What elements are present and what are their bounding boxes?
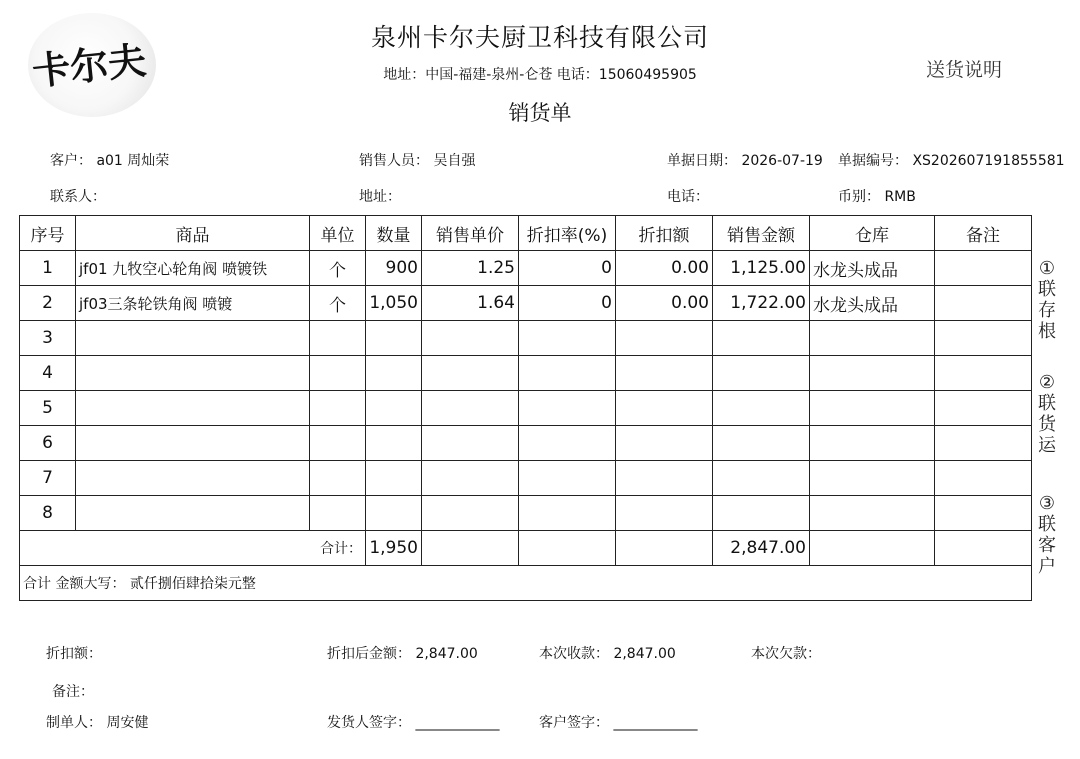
row-product <box>76 321 310 356</box>
row-index: 4 <box>20 356 76 391</box>
row-warehouse <box>810 356 935 391</box>
row-quantity <box>366 461 422 496</box>
amount-in-words-row <box>20 566 1032 601</box>
row-warehouse <box>810 391 935 426</box>
row-discount-rate <box>519 321 616 356</box>
row-sales-amount: 1,722.00 <box>713 286 810 321</box>
table-header-row <box>20 216 1032 251</box>
header-product: 商品 <box>76 216 310 251</box>
total-empty-cell <box>519 531 616 566</box>
row-quantity: 900 <box>366 251 422 286</box>
row-unit-price <box>422 356 519 391</box>
footer-shipper-signature: 发货人签字： ____________ <box>327 715 500 731</box>
footer-remarks: 备注： <box>52 684 94 700</box>
row-remarks <box>935 461 1032 496</box>
row-sales-amount <box>713 496 810 531</box>
row-quantity <box>366 356 422 391</box>
row-unit <box>310 426 366 461</box>
row-unit <box>310 391 366 426</box>
row-warehouse <box>810 461 935 496</box>
row-unit <box>310 321 366 356</box>
row-remarks <box>935 496 1032 531</box>
amount-in-words: 合计 金额大写： 贰仟捌佰肆拾柒元整 <box>20 566 1032 601</box>
row-discount-amount <box>616 321 713 356</box>
row-remarks <box>935 356 1032 391</box>
row-discount-rate <box>519 461 616 496</box>
header-sales-amount: 销售金额 <box>713 216 810 251</box>
row-index: 2 <box>20 286 76 321</box>
row-sales-amount <box>713 426 810 461</box>
footer-discount: 折扣额： <box>46 646 102 662</box>
side-note-shipping: ②联货运 <box>1038 372 1056 456</box>
row-product <box>76 391 310 426</box>
row-warehouse <box>810 426 935 461</box>
row-index: 6 <box>20 426 76 461</box>
row-sales-amount <box>713 391 810 426</box>
row-unit-price <box>422 391 519 426</box>
row-product <box>76 461 310 496</box>
row-warehouse <box>810 496 935 531</box>
row-discount-amount <box>616 426 713 461</box>
row-remarks <box>935 426 1032 461</box>
table-row <box>20 426 1032 461</box>
header-discount-rate: 折扣率(%) <box>519 216 616 251</box>
row-remarks <box>935 251 1032 286</box>
row-quantity: 1,050 <box>366 286 422 321</box>
total-label: 合计： <box>20 531 366 566</box>
row-unit-price: 1.64 <box>422 286 519 321</box>
table-row <box>20 321 1032 356</box>
row-remarks <box>935 391 1032 426</box>
table-row <box>20 286 1032 321</box>
row-discount-rate <box>519 391 616 426</box>
row-discount-rate <box>519 496 616 531</box>
row-sales-amount <box>713 461 810 496</box>
row-index: 1 <box>20 251 76 286</box>
row-quantity <box>366 321 422 356</box>
row-warehouse <box>810 321 935 356</box>
side-note-customer: ③联客户 <box>1038 493 1056 577</box>
row-index: 7 <box>20 461 76 496</box>
row-index: 5 <box>20 391 76 426</box>
total-empty-cell <box>422 531 519 566</box>
row-discount-rate <box>519 356 616 391</box>
row-product <box>76 496 310 531</box>
row-remarks <box>935 286 1032 321</box>
row-unit <box>310 496 366 531</box>
row-unit: 个 <box>310 286 366 321</box>
table-row <box>20 251 1032 286</box>
side-note-stub: ①联存根 <box>1038 258 1056 342</box>
row-discount-amount: 0.00 <box>616 251 713 286</box>
row-discount-rate <box>519 426 616 461</box>
row-sales-amount <box>713 321 810 356</box>
row-discount-amount <box>616 356 713 391</box>
company-address: 地址：中国-福建-泉州-仑苍 电话：15060495905 <box>383 67 697 83</box>
footer-owed: 本次欠款： <box>751 646 821 662</box>
row-product <box>76 356 310 391</box>
footer-received: 本次收款： 2,847.00 <box>539 646 676 662</box>
footer-customer-signature: 客户签字： ____________ <box>539 715 698 731</box>
row-remarks <box>935 321 1032 356</box>
total-quantity: 1,950 <box>366 531 422 566</box>
total-empty-cell <box>935 531 1032 566</box>
row-quantity <box>366 391 422 426</box>
currency-field: 币别： RMB <box>838 189 916 205</box>
row-unit: 个 <box>310 251 366 286</box>
row-discount-rate: 0 <box>519 251 616 286</box>
document-date-field: 单据日期： 2026-07-19 <box>667 153 823 169</box>
row-product: jf03三条轮铁角阀 喷镀 <box>76 286 310 321</box>
table-row <box>20 356 1032 391</box>
header-unit: 单位 <box>310 216 366 251</box>
footer-maker: 制单人： 周安健 <box>46 715 149 731</box>
total-empty-cell <box>810 531 935 566</box>
document-title: 销货单 <box>508 101 572 125</box>
row-warehouse: 水龙头成品 <box>810 286 935 321</box>
row-discount-amount <box>616 391 713 426</box>
row-discount-amount <box>616 496 713 531</box>
contact-field: 联系人： <box>50 189 106 205</box>
phone-field: 电话： <box>667 189 709 205</box>
row-discount-amount: 0.00 <box>616 286 713 321</box>
address-field: 地址： <box>359 189 401 205</box>
row-quantity <box>366 496 422 531</box>
row-unit-price <box>422 496 519 531</box>
row-discount-amount <box>616 461 713 496</box>
row-sales-amount: 1,125.00 <box>713 251 810 286</box>
header-unit-price: 销售单价 <box>422 216 519 251</box>
total-amount: 2,847.00 <box>713 531 810 566</box>
header-warehouse: 仓库 <box>810 216 935 251</box>
delivery-note-label: 送货说明 <box>926 59 1003 81</box>
row-warehouse: 水龙头成品 <box>810 251 935 286</box>
row-unit-price <box>422 321 519 356</box>
row-unit-price <box>422 426 519 461</box>
table-row <box>20 496 1032 531</box>
header-remarks: 备注 <box>935 216 1032 251</box>
row-sales-amount <box>713 356 810 391</box>
total-row <box>20 531 1032 566</box>
row-index: 8 <box>20 496 76 531</box>
total-empty-cell <box>616 531 713 566</box>
salesperson-field: 销售人员： 吴自强 <box>359 153 476 169</box>
footer-after-discount: 折扣后金额： 2,847.00 <box>327 646 478 662</box>
row-unit <box>310 356 366 391</box>
row-index: 3 <box>20 321 76 356</box>
logo-text: 卡尔夫 <box>30 37 149 94</box>
customer-field: 客户： a01 周灿荣 <box>50 153 170 169</box>
row-discount-rate: 0 <box>519 286 616 321</box>
header-index: 序号 <box>20 216 76 251</box>
row-product <box>76 426 310 461</box>
row-unit-price: 1.25 <box>422 251 519 286</box>
sales-items-table <box>19 215 1032 601</box>
row-unit <box>310 461 366 496</box>
company-name: 泉州卡尔夫厨卫科技有限公司 <box>370 23 709 52</box>
header-quantity: 数量 <box>366 216 422 251</box>
row-unit-price <box>422 461 519 496</box>
row-product: jf01 九牧空心轮角阀 喷镀铁 <box>76 251 310 286</box>
row-quantity <box>366 426 422 461</box>
table-row <box>20 391 1032 426</box>
document-number-field: 单据编号： XS20260719185558​1 <box>838 153 1065 169</box>
header-discount-amount: 折扣额 <box>616 216 713 251</box>
table-row <box>20 461 1032 496</box>
